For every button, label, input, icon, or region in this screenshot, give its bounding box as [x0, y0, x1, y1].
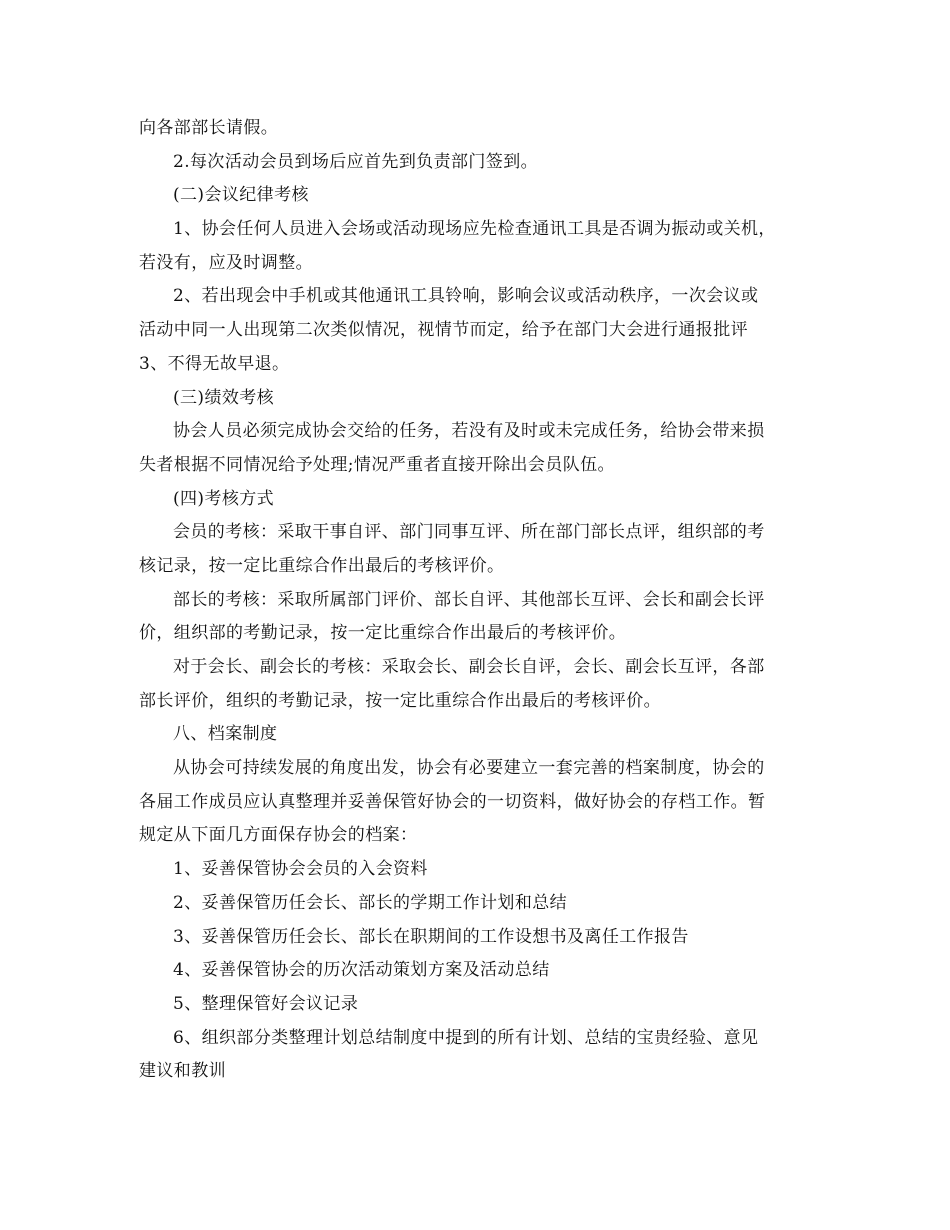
- text-line: 3、不得无故早退。: [139, 353, 290, 374]
- text-line: 对于会长、副会长的考核：采取会长、副会长自评，会长、副会长互评，各部: [173, 657, 765, 677]
- text-line: 会员的考核：采取干事自评、部门同事互评、所在部门部长点评，组织部的考: [173, 522, 765, 543]
- text-line: 核记录，按一定比重综合作出最后的考核评价。: [139, 555, 505, 576]
- text-line: 八、档案制度: [173, 724, 278, 745]
- text-line: 2、妥善保管历任会长、部长的学期工作计划和总结: [173, 892, 568, 913]
- text-line: 部长评价，组织的考勤记录，按一定比重综合作出最后的考核评价。: [139, 690, 661, 711]
- text-line: 向各部部长请假。: [139, 118, 279, 138]
- text-line: 各届工作成员应认真整理并妥善保管好协会的一切资料，做好协会的存档工作。暂: [139, 791, 766, 812]
- text-line: 建议和教训: [139, 1061, 226, 1082]
- text-line: 部长的考核：采取所属部门评价、部长自评、其他部长互评、会长和副会长评: [173, 589, 765, 610]
- document-body: [139, 112, 829, 1089]
- text-line: (四)考核方式: [173, 488, 275, 509]
- text-line: 若没有，应及时调整。: [139, 252, 313, 273]
- text-line: 价，组织部的考勤记录，按一定比重综合作出最后的考核评价。: [139, 623, 627, 644]
- text-line: 失者根据不同情况给予处理;情况严重者直接开除出会员队伍。: [139, 454, 615, 475]
- text-line: 1、妥善保管协会会员的入会资料: [173, 859, 428, 880]
- text-line: 2.每次活动会员到场后应首先到负责部门签到。: [173, 151, 539, 172]
- text-line: 6、组织部分类整理计划总结制度中提到的所有计划、总结的宝贵经验、意见: [173, 1027, 759, 1048]
- text-line: 3、妥善保管历任会长、部长在职期间的工作设想书及离任工作报告: [173, 926, 689, 947]
- text-line: 协会人员必须完成协会交给的任务，若没有及时或未完成任务，给协会带来损: [173, 421, 765, 442]
- text-line: (三)绩效考核: [173, 387, 275, 408]
- text-line: 从协会可持续发展的角度出发，协会有必要建立一套完善的档案制度，协会的: [173, 758, 765, 779]
- text-line: 5、整理保管好会议记录: [173, 993, 359, 1014]
- text-line: 2、若出现会中手机或其他通讯工具铃响，影响会议或活动秩序，一次会议或: [173, 286, 759, 307]
- text-line: 4、妥善保管协会的历次活动策划方案及活动总结: [173, 960, 550, 981]
- text-line: 1、协会任何人员进入会场或活动现场应先检查通讯工具是否调为振动或关机，: [173, 219, 776, 240]
- text-line: 活动中同一人出现第二次类似情况，视情节而定，给予在部门大会进行通报批评: [139, 320, 748, 341]
- text-line: 规定从下面几方面保存协会的档案：: [139, 825, 418, 846]
- text-line: (二)会议纪律考核: [173, 185, 309, 206]
